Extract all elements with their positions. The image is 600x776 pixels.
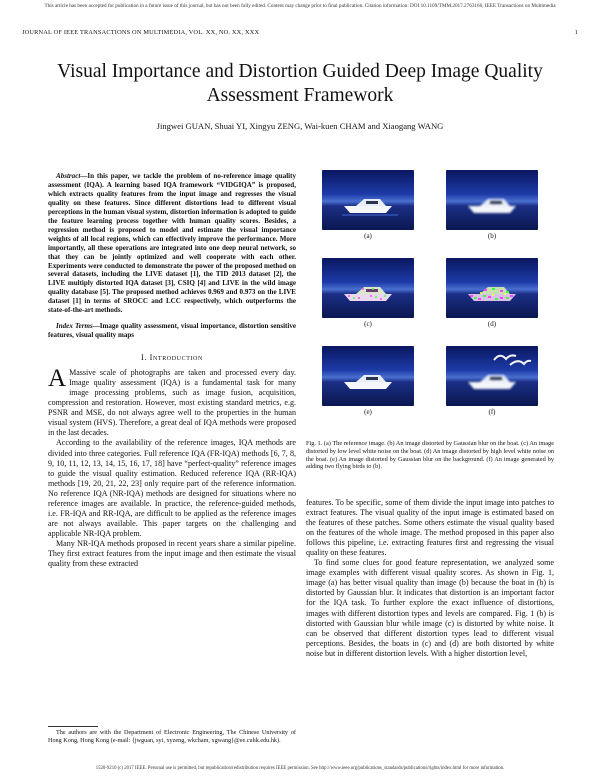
intro-paragraph-2: According to the availability of the reference images, IQA methods are divided into three categories. Full reference IQA (FR-IQA) methods [6, 7, 8, 9, 10, 11, 12, 13, 14, 15, 16, 17, 18] have “perfect-quality” reference images to guide the visual quality estimation. Reduced reference IQA (RR-IQA) methods [19, 20, 21, 22, 23] only require part of the reference information. No reference IQA (NR-IQA) methods are designed for situations where no reference images are available. In practice, the reference-guided methods, i.e. FR-IQA and RR-IQA, are difficult to be applied as the reference images are not always available. This paper targets on the challenging and applicable NR-IQA problem. [48, 438, 296, 538]
right-column [306, 498, 554, 659]
intro-p1-text: Massive scale of photographs are taken and processed every day. Image quality assessment (IQA) is a fundamental task for many image processing problems, such as image fusion, acquisition, compression and restoration. However, most existing standard metrics, e.g. PSNR and MSE, do not always agree well to the properties in the human visual system (HVS). Therefore, a great deal of IQA methods were proposed in the last decades. [48, 368, 296, 438]
intro-paragraph-3: Many NR-IQA methods proposed in recent years share a similar pipeline. They first extract features from the input image and then estimate the visual quality from these extracted [48, 538, 296, 569]
copyright-line: 1520-9210 (c) 2017 IEEE. Personal use is permitted, but republication/redistribution requires IEEE permission. See http://www.ieee.org/publications_standards/publications/rights/index.html for more information. [95, 766, 505, 771]
figure-caption: Fig. 1. (a) The reference image. (b) An image distorted by Gaussian blur on the boat. (c) An image distorted by low level white noise on the boat. (d) An image distorted by high level white noise on the boat. (e) An image distorted by Gaussian blur on the background. (f) An image generated by adding two flying birds to (b). [306, 440, 554, 471]
abstract-label: Abstract [56, 172, 81, 180]
figure-panel-f [446, 346, 538, 406]
figure-label-a: (a) [364, 232, 372, 240]
figure-label-d: (d) [487, 320, 497, 328]
footnote-rule [48, 726, 98, 727]
running-head [22, 29, 578, 36]
drop-cap: A [48, 365, 67, 393]
abstract-text: —In this paper, we tackle the problem of no-reference image quality assessment (IQA). A learning based IQA framework “VIDGIQA” is proposed, which extracts quality features from the input image and regresses the visual quality on these features. Since different distortions lead to different visual perceptions in the human visual system, distortion information is adopted to guide the feature learning process together with human quality scores. Besides, a regression method is proposed to model and estimate the visual importance weights of all local regions, which can effectively improve the performance. More importantly, all these operations are integrated into one deep neural network, so that they can be jointly optimized and well cooperate with each other. Experiments were conducted to demonstrate the power of the proposed method on several datasets, including the LIVE dataset [1], the TID 2013 dataset [2], the LIVE multiply distorted IQA dataset [3], CSIQ [4] and LIVE in the wild image quality database [5]. The proposed method achieves 0.969 and 0.973 on the LIVE dataset [1] in terms of SROCC and LCC respectively, which outperforms the state-of-the-art methods. [48, 172, 296, 315]
figure-panel-a [322, 170, 414, 230]
flying-birds-image [492, 350, 532, 368]
top-notice: This article has been accepted for publication in a future issue of this journal, but has not been fully edited. Content may change prior to final publication. Citation information: DOI 10.1109/TMM.2017.2763166, IEEE Transactions on Multimedia [44, 3, 556, 9]
abstract [48, 172, 296, 315]
index-terms-label: Index Terms [56, 322, 93, 331]
paper-title: Visual Importance and Distortion Guided Deep Image Quality Assessment Framework [57, 61, 543, 106]
authors: Jingwei GUAN, Shuai YI, Xingyu ZENG, Wai-kuen CHAM and Xiaogang WANG [156, 121, 444, 131]
figure-label-c: (c) [364, 320, 372, 328]
figure-panel-b [446, 170, 538, 230]
figure-panel-c [322, 258, 414, 318]
section-heading: I. Introduction [141, 353, 203, 363]
boat-image [466, 366, 522, 392]
boat-image [342, 278, 398, 304]
footnote: The authors are with the Department of Electronic Engineering, The Chinese University of Hong Kong, Hong Kong (e-mail: {jwguan, syi, xyzeng, wkcham, xgwang}@ee.cuhk.edu.hk). [48, 729, 296, 744]
boat-image [466, 190, 522, 216]
left-column [48, 172, 296, 569]
figure-label-f: (f) [488, 408, 496, 416]
figure-panel-d [446, 258, 538, 318]
boat-image [342, 190, 398, 216]
journal-name: JOURNAL OF IEEE TRANSACTIONS ON MULTIMEDIA, VOL. XX, NO. XX, XXX [22, 29, 260, 36]
figure-1 [306, 170, 554, 438]
boat-image [466, 278, 522, 304]
page-number: 1 [574, 29, 578, 36]
index-terms [48, 322, 296, 340]
figure-label-b: (b) [487, 232, 497, 240]
index-terms-text: —Image quality assessment, visual importance, distortion sensitive features, visual quality maps [48, 322, 296, 340]
figure-label-e: (e) [364, 408, 372, 416]
right-paragraph-2: To find some clues for good feature representation, we analyzed some image examples with different visual quality scores. As shown in Fig. 1, image (a) has better visual quality than image (b) because the boat in (b) is distorted by Gaussian blur. It indicates that distortion is an important factor for the IQA task. To further explore the exact influence of distortions, images with different distortion types and levels are compared. Fig. 1 (b) is distorted with Gaussian blur while image (c) is distorted by white noise. It can be observed that different distortion types lead to different visual perceptions. Besides, the boats in (c) and (d) are both distorted by white noise but in different distortion levels. With a higher distortion level, [306, 558, 554, 658]
boat-image [342, 366, 398, 392]
intro-paragraph-1 [48, 365, 296, 438]
right-paragraph-1: features. To be specific, some of them divide the input image into patches to extract features. The visual quality of the input image is estimated based on the features of these patches. Some others estimate the visual quality based on the features of the whole image. The method proposed in this paper also follows this pipeline, i.e. extracting features first and regressing the visual quality on these features. [306, 498, 554, 558]
figure-panel-e [322, 346, 414, 406]
